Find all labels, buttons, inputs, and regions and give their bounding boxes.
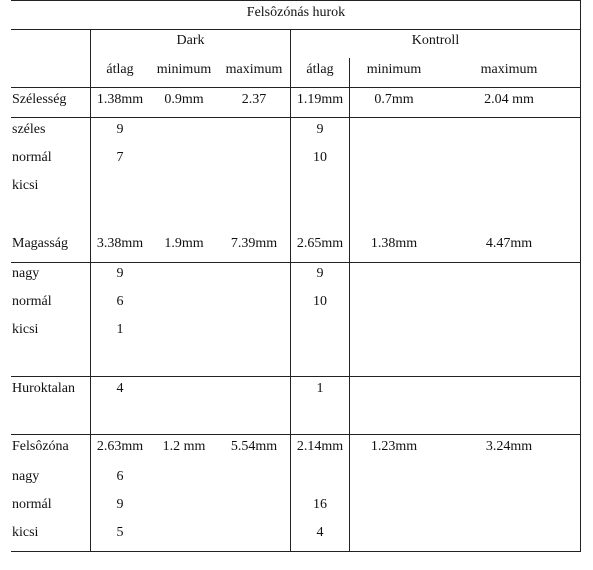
rule-right bbox=[580, 29, 581, 552]
row-label: nagy bbox=[12, 266, 40, 281]
table-cell: 6 bbox=[116, 294, 124, 309]
table-cell: 1.2 mm bbox=[162, 439, 206, 454]
row-label: kicsi bbox=[12, 322, 39, 337]
row-label: nagy bbox=[12, 469, 40, 484]
table-cell: 0.7mm bbox=[374, 92, 414, 107]
table-cell: 1 bbox=[316, 381, 324, 396]
row-label: széles bbox=[12, 122, 46, 137]
rule-row bbox=[11, 434, 581, 435]
table-cell: 1.23mm bbox=[370, 439, 418, 454]
row-label: Huroktalan bbox=[12, 381, 75, 396]
table-cell: 9 bbox=[316, 122, 324, 137]
rule-title-bottom bbox=[11, 29, 581, 30]
table-cell: 6 bbox=[116, 469, 124, 484]
table-cell: 5 bbox=[116, 525, 124, 540]
table-cell: 4.47mm bbox=[485, 236, 533, 251]
rule-row bbox=[11, 117, 581, 118]
table-cell: 9 bbox=[316, 266, 324, 281]
rule-top bbox=[11, 0, 581, 1]
table-cell: 10 bbox=[313, 150, 327, 165]
rule-bottom bbox=[11, 551, 581, 552]
table-cell: 1 bbox=[116, 322, 124, 337]
table-cell: 2.37 bbox=[241, 92, 267, 107]
table-cell: 16 bbox=[313, 497, 327, 512]
table-cell: 3.38mm bbox=[96, 236, 144, 251]
table-cell: 9 bbox=[116, 497, 124, 512]
column-header: minimum bbox=[156, 62, 212, 77]
table-cell: 3.24mm bbox=[485, 439, 533, 454]
table-cell: 4 bbox=[116, 381, 124, 396]
table-cell: 1.19mm bbox=[296, 92, 344, 107]
column-header: minimum bbox=[366, 62, 422, 77]
rule-row bbox=[11, 376, 581, 377]
rule-row bbox=[11, 262, 581, 263]
group-header-kontroll: Kontroll bbox=[411, 33, 460, 48]
column-header: maximum bbox=[225, 62, 283, 77]
row-label: normál bbox=[12, 497, 52, 512]
row-label: kicsi bbox=[12, 178, 39, 193]
table-title: Felsôzónás hurok bbox=[246, 5, 346, 20]
table-cell: 0.9mm bbox=[164, 92, 204, 107]
group-header-dark: Dark bbox=[176, 33, 205, 48]
table-cell: 2.63mm bbox=[96, 439, 144, 454]
table-cell: 7.39mm bbox=[230, 236, 278, 251]
row-label: Magasság bbox=[12, 236, 68, 251]
column-header: maximum bbox=[480, 62, 538, 77]
column-header: átlag bbox=[106, 62, 134, 77]
table-cell: 1.38mm bbox=[96, 92, 144, 107]
rule-col-kontroll-min bbox=[349, 58, 350, 552]
table-cell: 9 bbox=[116, 122, 124, 137]
table-cell: 4 bbox=[316, 525, 324, 540]
table-cell: 7 bbox=[116, 150, 124, 165]
table-cell: 2.04 mm bbox=[484, 92, 534, 107]
row-label: Szélesség bbox=[12, 92, 67, 107]
row-label: normál bbox=[12, 150, 52, 165]
table-cell: 9 bbox=[116, 266, 124, 281]
rule-header-bottom bbox=[11, 87, 581, 88]
row-label: normál bbox=[12, 294, 52, 309]
table-cell: 5.54mm bbox=[230, 439, 278, 454]
table-cell: 2.14mm bbox=[296, 439, 344, 454]
column-header: átlag bbox=[306, 62, 334, 77]
table-cell: 1.9mm bbox=[164, 236, 204, 251]
table-cell: 10 bbox=[313, 294, 327, 309]
row-label: Felsôzóna bbox=[12, 439, 69, 454]
table-cell: 1.38mm bbox=[370, 236, 418, 251]
row-label: kicsi bbox=[12, 525, 39, 540]
table-cell: 2.65mm bbox=[296, 236, 344, 251]
